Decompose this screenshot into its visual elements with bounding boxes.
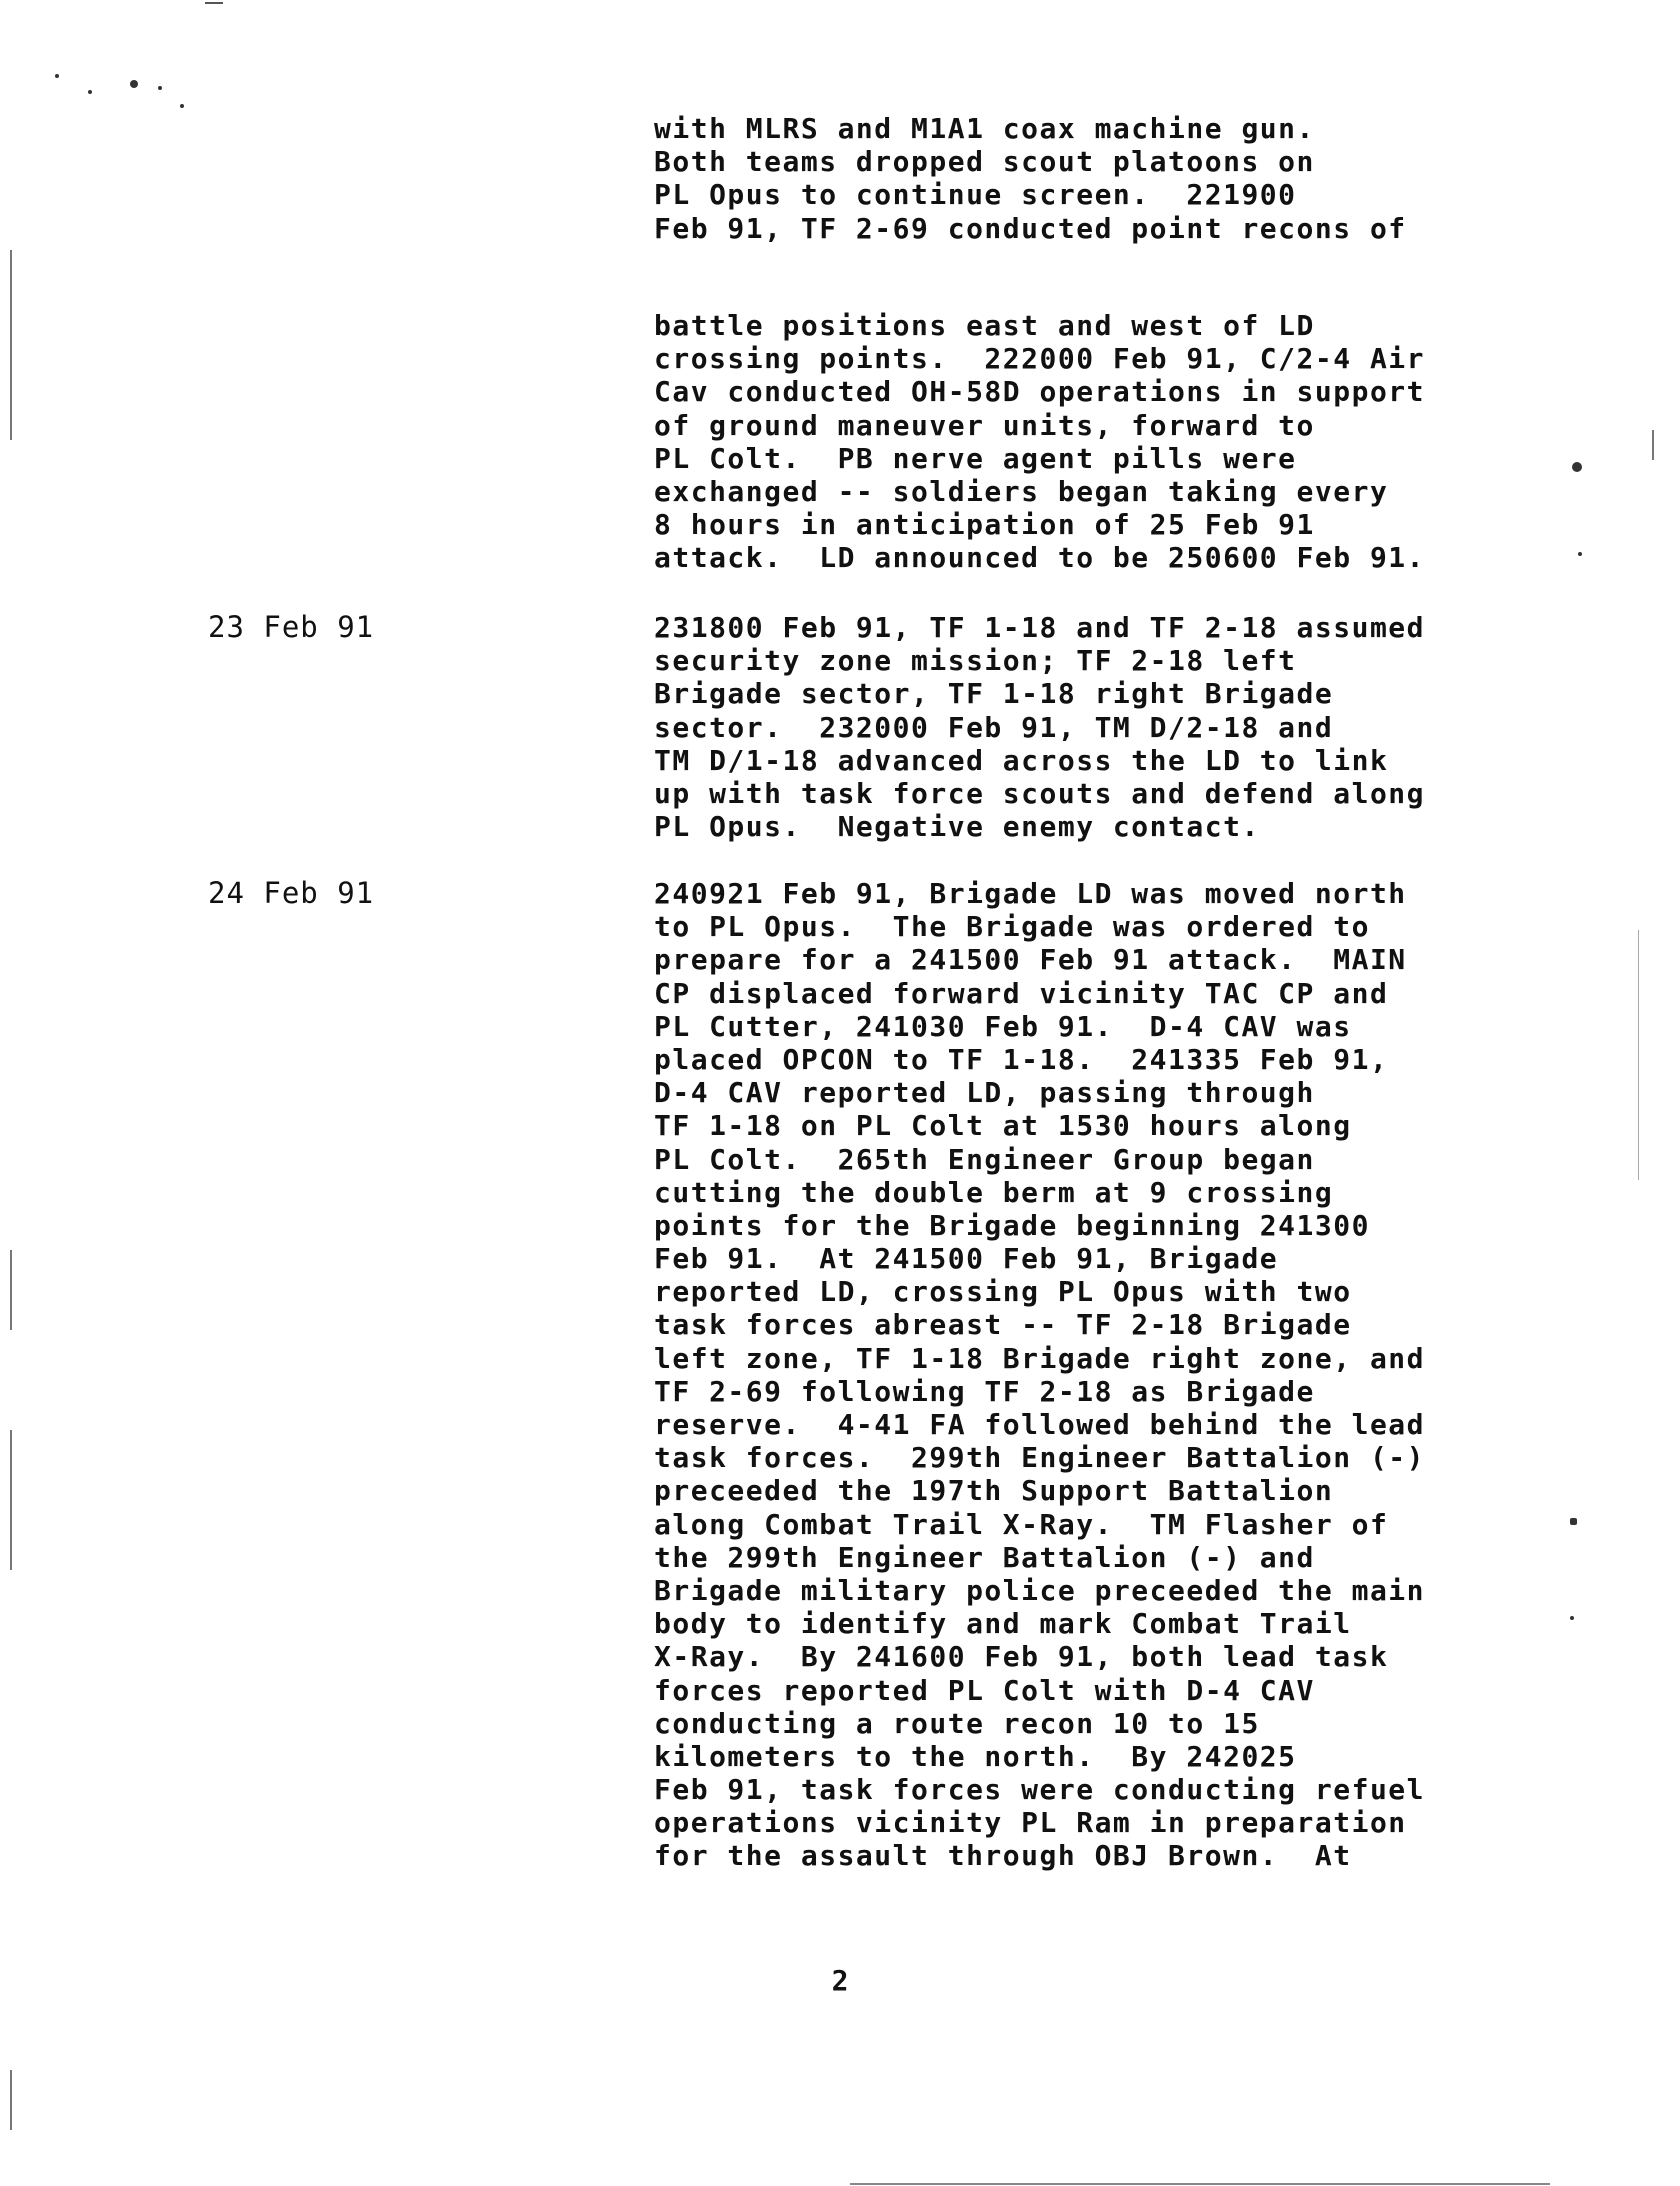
scan-speck <box>1570 1616 1574 1620</box>
text-line: kilometers to the north. By 242025 <box>654 1739 1297 1773</box>
scan-speck <box>1570 1518 1577 1525</box>
text-line: body to identify and mark Combat Trail <box>654 1607 1352 1641</box>
text-line: attack. LD announced to be 250600 Feb 91. <box>654 541 1426 575</box>
entry-text <box>654 877 1504 1873</box>
text-line: points for the Brigade beginning 241300 <box>654 1208 1370 1242</box>
text-line: task forces abreast -- TF 2-18 Brigade <box>654 1308 1352 1342</box>
scan-speck <box>180 104 184 108</box>
text-line: along Combat Trail X-Ray. TM Flasher of <box>654 1507 1389 1541</box>
text-line: D-4 CAV reported LD, passing through <box>654 1076 1315 1110</box>
text-line: PL Colt. 265th Engineer Group began <box>654 1142 1315 1176</box>
text-line: preceeded the 197th Support Battalion <box>654 1474 1334 1508</box>
text-line: Cav conducted OH-58D operations in support <box>654 375 1426 409</box>
text-line: conducting a route recon 10 to 15 <box>654 1706 1260 1740</box>
text-line: exchanged -- soldiers began taking every <box>654 474 1389 508</box>
text-line: 240921 Feb 91, Brigade LD was moved north <box>654 877 1407 910</box>
text-line: forces reported PL Colt with D-4 CAV <box>654 1673 1315 1707</box>
text-line: CP displaced forward vicinity TAC CP and <box>654 976 1389 1010</box>
text-line: to PL Opus. The Brigade was ordered to <box>654 910 1370 944</box>
text-line: TM D/1-18 advanced across the LD to link <box>654 743 1389 777</box>
text-line: left zone, TF 1-18 Brigade right zone, and <box>654 1341 1426 1375</box>
text-line: battle positions east and west of LD <box>654 309 1315 342</box>
text-line: task forces. 299th Engineer Battalion (-) <box>654 1441 1426 1475</box>
text-line: 8 hours in anticipation of 25 Feb 91 <box>654 508 1315 542</box>
entry-text <box>654 309 1504 575</box>
text-line: reserve. 4-41 FA followed behind the lead <box>654 1408 1426 1441</box>
text-line: with MLRS and M1A1 coax machine gun. <box>654 112 1315 145</box>
text-line: up with task force scouts and defend along <box>654 776 1426 810</box>
text-line: reported LD, crossing PL Opus with two <box>654 1275 1352 1309</box>
text-line: cutting the double berm at 9 crossing <box>654 1175 1334 1209</box>
text-line: PL Opus. Negative enemy contact. <box>654 810 1260 844</box>
text-line: crossing points. 222000 Feb 91, C/2-4 Air <box>654 342 1426 376</box>
left-margin-mark <box>10 1430 12 1570</box>
scan-speck <box>88 90 92 94</box>
text-line: for the assault through OBJ Brown. At <box>654 1839 1352 1873</box>
text-line: Feb 91, task forces were conducting refuel <box>654 1773 1426 1807</box>
text-line: Feb 91. At 241500 Feb 91, Brigade <box>654 1242 1279 1276</box>
entry-text <box>654 611 1504 843</box>
left-margin-mark <box>10 2070 12 2130</box>
right-margin-mark <box>1652 430 1654 460</box>
text-line: TF 2-69 following TF 2-18 as Brigade <box>654 1374 1315 1408</box>
entry-date: 24 Feb 91 <box>208 876 375 910</box>
text-line: Both teams dropped scout platoons on <box>654 145 1315 179</box>
scan-speck <box>130 80 138 88</box>
text-line: Brigade sector, TF 1-18 right Brigade <box>654 677 1334 711</box>
scan-speck <box>55 74 59 78</box>
text-line: sector. 232000 Feb 91, TM D/2-18 and <box>654 710 1334 744</box>
left-margin-mark <box>10 250 12 440</box>
text-line: of ground maneuver units, forward to <box>654 408 1315 442</box>
text-line: 231800 Feb 91, TF 1-18 and TF 2-18 assumed <box>654 611 1426 644</box>
text-line: PL Opus to continue screen. 221900 <box>654 178 1297 212</box>
scan-artifact-top <box>205 2 223 4</box>
text-line: the 299th Engineer Battalion (-) and <box>654 1540 1315 1574</box>
text-line: Brigade military police preceeded the main <box>654 1573 1426 1607</box>
text-line: PL Cutter, 241030 Feb 91. D-4 CAV was <box>654 1009 1352 1043</box>
entry-date: 23 Feb 91 <box>208 610 375 644</box>
page-number: 2 <box>831 1964 849 1997</box>
text-line: Feb 91, TF 2-69 conducted point recons of <box>654 211 1407 245</box>
text-line: operations vicinity PL Ram in preparation <box>654 1806 1407 1840</box>
entry-text <box>654 112 1504 245</box>
text-line: TF 1-18 on PL Colt at 1530 hours along <box>654 1109 1352 1143</box>
scan-speck <box>158 86 162 90</box>
scan-speck <box>1578 552 1582 556</box>
text-line: X-Ray. By 241600 Feb 91, both lead task <box>654 1640 1389 1674</box>
text-line: prepare for a 241500 Feb 91 attack. MAIN <box>654 943 1407 977</box>
scan-artifact-bottom <box>850 2183 1550 2185</box>
left-margin-mark <box>10 1250 12 1330</box>
scan-speck <box>1572 462 1582 472</box>
text-line: placed OPCON to TF 1-18. 241335 Feb 91, <box>654 1042 1389 1076</box>
text-line: security zone mission; TF 2-18 left <box>654 644 1297 678</box>
text-line: PL Colt. PB nerve agent pills were <box>654 441 1297 475</box>
right-margin-mark <box>1638 930 1639 1180</box>
